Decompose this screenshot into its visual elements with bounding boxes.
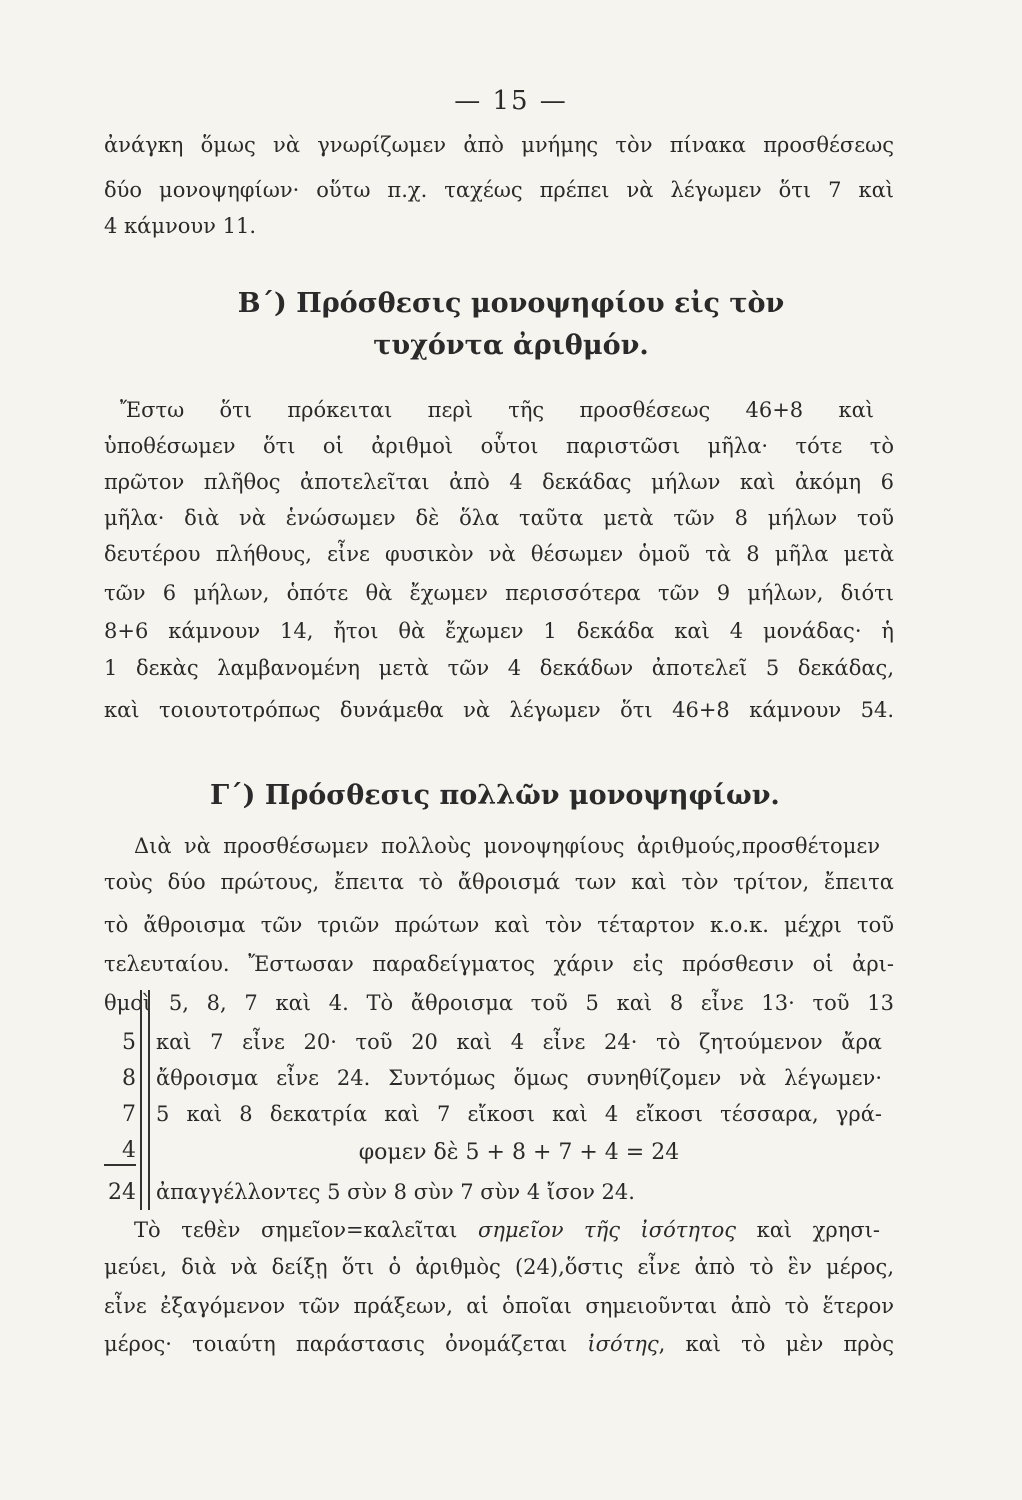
addend-number: 7 [122, 1102, 136, 1127]
emphasis-term: σημεῖον τῆς ἰσότητος [477, 1218, 736, 1242]
text-line [104, 1334, 894, 1355]
text-line: 8+6 κάμνουν 14, ἤτοι θὰ ἔχωμεν 1 δεκάδα καὶ 4 μονάδας· ἡ [104, 619, 894, 643]
sum-rule [104, 1164, 136, 1166]
formula-line: φομεν δὲ 5 + 8 + 7 + 4 = 24 [358, 1140, 680, 1165]
text-span: , καὶ τὸ μὲν πρὸς [658, 1332, 894, 1356]
text-line: καὶ τοιουτοτρόπως δυνάμεθα νὰ λέγωμεν ὅτι 46+8 κάμνουν 54. [104, 698, 894, 722]
text-line: δύο μονοψηφίων· οὕτω π.χ. ταχέως πρέπει νὰ λέγωμεν ὅτι 7 καὶ [104, 178, 894, 202]
addend-number: 8 [122, 1066, 136, 1091]
section-heading-b-line2: τυχόντα ἀριθμόν. [373, 330, 649, 361]
text-line: ὑποθέσωμεν ὅτι οἱ ἀριθμοὶ οὗτοι παριστῶσι μῆλα· τότε τὸ [104, 434, 894, 458]
column-separator [140, 990, 150, 1210]
text-line: καὶ 7 εἶνε 20· τοῦ 20 καὶ 4 εἶνε 24· τὸ ζητούμενον ἄρα [156, 1030, 882, 1054]
section-heading-c: Γ΄) Πρόσθεσις πολλῶν μονοψηφίων. [210, 780, 780, 811]
text-span: καὶ χρησι- [736, 1218, 880, 1242]
text-line: Διὰ νὰ προσθέσωμεν πολλοὺς μονοψηφίους ἀριθμούς,προσθέτομεν [134, 834, 880, 858]
text-line: 1 δεκὰς λαμβανομένη μετὰ τῶν 4 δεκάδων ἀποτελεῖ 5 δεκάδας, [104, 656, 894, 680]
text-line: Ἔστω ὅτι πρόκειται περὶ τῆς προσθέσεως 46+8 καὶ [120, 398, 874, 422]
addend-number: 4 [122, 1138, 136, 1163]
text-line: μῆλα· διὰ νὰ ἑνώσωμεν δὲ ὅλα ταῦτα μετὰ τῶν 8 μήλων τοῦ [104, 506, 894, 530]
text-line: τελευταίου. Ἔστωσαν παραδείγματος χάριν εἰς πρόσθεσιν οἱ ἀρι- [104, 952, 894, 976]
text-line: 5 καὶ 8 δεκατρία καὶ 7 εἴκοσι καὶ 4 εἴκοσι τέσσαρα, γρά- [156, 1102, 882, 1126]
text-line: ἀνάγκη ὅμως νὰ γνωρίζωμεν ἀπὸ μνήμης τὸν πίνακα προσθέσεως [104, 133, 894, 157]
section-heading-b-line1: Β΄) Πρόσθεσις μονοψηφίου εἰς τὸν [237, 288, 785, 319]
text-line: εἶνε ἐξαγόμενον τῶν πράξεων, αἱ ὁποῖαι σημειοῦνται ἀπὸ τὸ ἕτερον [104, 1294, 894, 1318]
text-line: δευτέρου πλήθους, εἶνε φυσικὸν νὰ θέσωμεν ὁμοῦ τὰ 8 μῆλα μετὰ [104, 542, 894, 566]
emphasis-term: ἰσότης [587, 1332, 659, 1356]
sum-number: 24 [108, 1180, 136, 1205]
text-line: τοὺς δύο πρώτους, ἔπειτα τὸ ἄθροισμά των καὶ τὸν τρίτον, ἔπειτα [104, 870, 894, 894]
text-line: θμοὶ 5, 8, 7 καὶ 4. Τὸ ἄθροισμα τοῦ 5 καὶ 8 εἶνε 13· τοῦ 13 [104, 991, 894, 1015]
text-span: μέρος· τοιαύτη παράστασις ὀνομάζεται [104, 1332, 588, 1356]
text-line: ἀπαγγέλλοντες 5 σὺν 8 σὺν 7 σὺν 4 ἴσον 24. [156, 1180, 635, 1204]
addend-number: 5 [122, 1030, 136, 1055]
text-line: τῶν 6 μήλων, ὁπότε θὰ ἔχωμεν περισσότερα τῶν 9 μήλων, διότι [104, 581, 894, 605]
text-line: μεύει, διὰ νὰ δείξῃ ὅτι ὁ ἀριθμὸς (24),ὅστις εἶνε ἀπὸ τὸ ἓν μέρος, [104, 1255, 894, 1279]
text-line: 4 κάμνουν 11. [104, 214, 257, 238]
text-line: πρῶτον πλῆθος ἀποτελεῖται ἀπὸ 4 δεκάδας μήλων καὶ ἀκόμη 6 [104, 470, 894, 494]
text-span: Τὸ τεθὲν σημεῖον=καλεῖται [134, 1218, 478, 1242]
text-line: ἄθροισμα εἶνε 24. Συντόμως ὅμως συνηθίζομεν νὰ λέγωμεν· [156, 1066, 882, 1090]
text-line [134, 1220, 880, 1241]
page-number: — 15 — [454, 86, 568, 116]
text-line: τὸ ἄθροισμα τῶν τριῶν πρώτων καὶ τὸν τέταρτον κ.ο.κ. μέχρι τοῦ [104, 913, 894, 937]
